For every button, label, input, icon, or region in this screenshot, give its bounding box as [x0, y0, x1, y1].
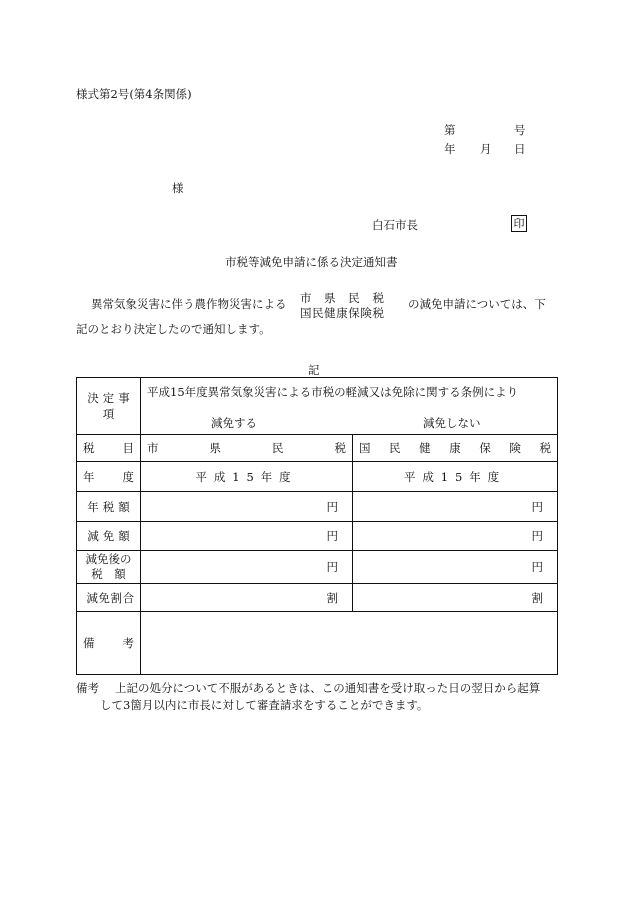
exempt-amount-label: 減免額: [77, 522, 141, 551]
nhi-exempt-amount-field[interactable]: 円: [353, 522, 558, 551]
city-rate-field[interactable]: 割: [141, 584, 353, 612]
tax-label: [77, 440, 140, 456]
not-exempt-option: 減免しない: [423, 416, 481, 430]
city-exempt-amount-field[interactable]: 円: [141, 522, 353, 551]
note-line2: して3箇月以内に市長に対して審査請求をすることができます。: [100, 698, 429, 712]
nhi-tax-cell: [353, 435, 558, 462]
city-after-exempt-field[interactable]: 円: [141, 551, 353, 584]
year-row: [77, 462, 558, 492]
form-id: 様式第2号(第4条関係): [76, 87, 192, 101]
nhi-rate-field[interactable]: 割: [353, 584, 558, 612]
year-label-char-2: 度: [122, 469, 134, 484]
city-tax-name: [141, 440, 352, 456]
after-exempt-label: [77, 551, 141, 584]
seal-box: 印: [511, 215, 527, 232]
addressee-suffix: 様: [172, 181, 184, 195]
nhi-tax-char: 険: [509, 441, 521, 455]
city-annual-tax-field[interactable]: 円: [141, 492, 353, 522]
nhi-annual-tax-field[interactable]: 円: [353, 492, 558, 522]
date-year: 年: [444, 142, 456, 156]
note-label: 備考: [76, 681, 99, 695]
doc-number-dai: 第: [444, 123, 456, 137]
annual-tax-label: 年税額: [77, 492, 141, 522]
decision-row: [77, 378, 558, 435]
date-day: 日: [514, 142, 526, 156]
body-prefix: 異常気象災害に伴う農作物災害による: [91, 297, 287, 311]
body-suffix: の減免申請については、下: [408, 297, 546, 311]
city-tax-char: 県: [209, 441, 221, 455]
exempt-option: 減免する: [211, 416, 257, 430]
year-label: [77, 469, 140, 485]
annual-tax-row: [77, 492, 558, 522]
remarks-label: [77, 635, 140, 651]
page-title: 市税等減免申請に係る決定通知書: [225, 255, 398, 269]
body-tax-line2: 国民健康保険税: [300, 306, 385, 320]
remarks-label-char-1: 備: [83, 636, 95, 650]
year-label-cell: [77, 462, 141, 492]
remarks-field[interactable]: [141, 612, 558, 675]
tax-label-cell: [77, 435, 141, 462]
nhi-year-value: 平成15年度: [353, 462, 558, 492]
rate-row: [77, 584, 558, 612]
nhi-tax-char: 保: [479, 441, 491, 455]
after-exempt-label-2: 税 額: [91, 567, 126, 581]
exempt-amount-row: [77, 522, 558, 551]
decision-text: 平成15年度異常気象災害による市税の軽減又は免除に関する条例により: [147, 385, 519, 399]
remarks-label-cell: [77, 612, 141, 675]
remarks-row: [77, 612, 558, 675]
tax-label-char-2: 目: [122, 441, 134, 455]
nhi-tax-char: 民: [389, 441, 401, 455]
doc-number-go: 号: [514, 123, 526, 137]
date-month: 月: [480, 142, 492, 156]
decision-cell: [141, 378, 558, 435]
nhi-tax-char: 国: [359, 441, 371, 455]
nhi-after-exempt-field[interactable]: 円: [353, 551, 558, 584]
nhi-tax-name: [353, 440, 557, 456]
after-exempt-label-1: 減免後の: [85, 552, 132, 566]
remarks-label-char-2: 考: [122, 636, 134, 650]
city-tax-cell: [141, 435, 353, 462]
year-label-char-1: 年: [83, 469, 95, 484]
city-tax-char: 市: [147, 441, 159, 455]
issuer: 白石市長: [372, 218, 418, 232]
body-line2: 記のとおり決定したので通知します。: [76, 322, 271, 336]
body-tax-line1: 市 県 民 税: [300, 291, 385, 305]
ki-label: 記: [308, 363, 320, 377]
after-exempt-row: [77, 551, 558, 584]
city-tax-char: 民: [272, 441, 284, 455]
decision-table: [76, 377, 558, 675]
decision-label: 決定事項: [77, 378, 141, 435]
city-tax-char: 税: [334, 441, 346, 455]
nhi-tax-char: 健: [419, 441, 431, 455]
note-line1: 上記の処分について不服があるときは、この通知書を受け取った日の翌日から起算: [115, 681, 541, 695]
nhi-tax-char: 康: [449, 441, 461, 455]
city-year-value: 平成15年度: [141, 462, 353, 492]
rate-label: 減免割合: [77, 584, 141, 612]
nhi-tax-char: 税: [539, 441, 551, 455]
tax-row: [77, 435, 558, 462]
tax-label-char-1: 税: [83, 441, 95, 455]
